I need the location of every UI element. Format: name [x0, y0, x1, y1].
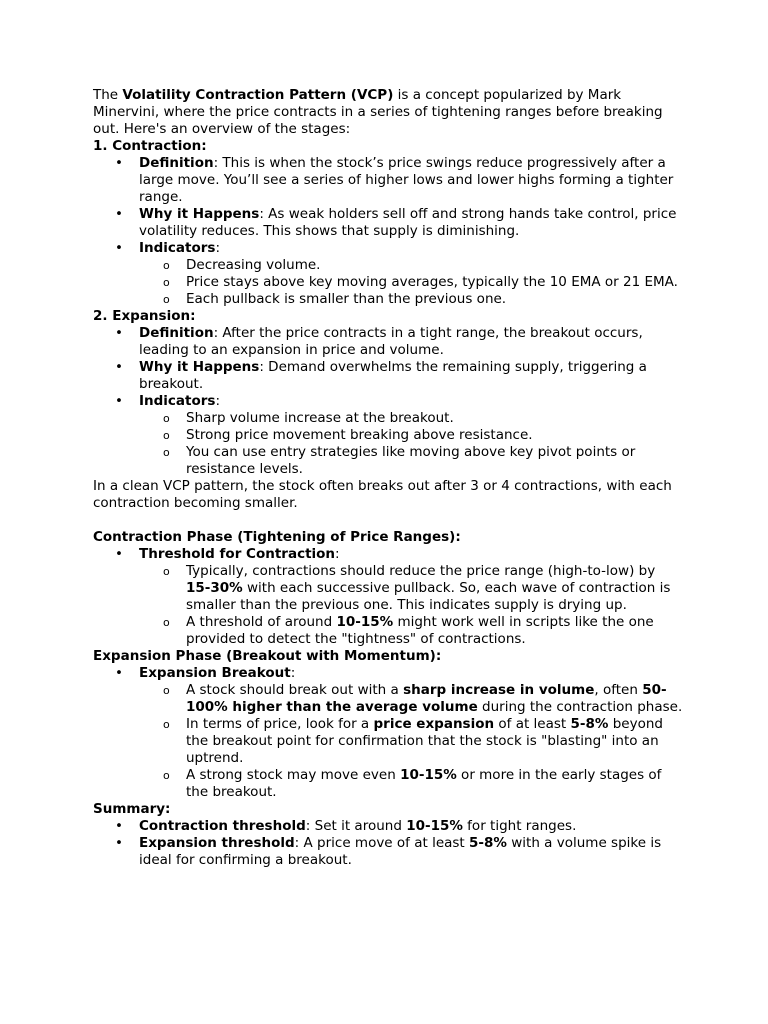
summary-list	[93, 818, 683, 869]
item-text: might work well in scripts like the one provided to detect the "tightness" of contractions.	[186, 614, 654, 647]
contraction-definition-text: : This is when the stock’s price swings reduce progressively after a large move. You’ll see a series of higher lows and lower highs forming a tighter range.	[139, 155, 674, 205]
contraction-why-item	[93, 206, 683, 240]
expansion-list	[93, 325, 683, 478]
breakout-sublist	[93, 682, 683, 801]
item-bold: 10-15%	[400, 767, 457, 783]
intro-text-1: The	[93, 87, 123, 103]
intro-bold-term: Volatility Contraction Pattern (VCP)	[122, 87, 394, 103]
contraction-indicators-colon: :	[215, 240, 221, 256]
contraction-indicators-list	[93, 257, 683, 308]
list-item: o Decreasing volume.	[93, 257, 683, 274]
expansion-definition-label: Definition	[139, 325, 214, 341]
contraction-definition-item	[93, 155, 683, 206]
item-text: with each successive pullback. So, each wave of contraction is smaller than the previous one. This indicates supply is drying up.	[186, 580, 671, 613]
item-text: with a volume spike is ideal for confirming a breakout.	[139, 835, 662, 868]
item-bold: sharp increase in volume	[403, 682, 595, 698]
contraction-phase-list	[93, 546, 683, 648]
item-text: or more in the early stages of the breakout.	[186, 767, 662, 800]
item-bold: 5-8%	[570, 716, 609, 732]
expansion-phase-heading	[93, 648, 683, 665]
threshold-colon: :	[335, 546, 340, 562]
summary-expansion-item	[93, 835, 683, 869]
summary-heading	[93, 801, 683, 818]
contraction-phase-heading-text: Contraction Phase (Tightening of Price Ranges):	[93, 529, 461, 545]
threshold-sublist	[93, 563, 683, 648]
breakout-label: Expansion Breakout	[139, 665, 291, 681]
contraction-list	[93, 155, 683, 308]
list-item: o You can use entry strategies like moving above key pivot points or resistance levels.	[93, 444, 683, 478]
expansion-indicators-label: Indicators	[139, 393, 216, 409]
item-text: during the contraction phase.	[477, 699, 683, 715]
item-bold: 5-8%	[469, 835, 507, 851]
list-item: o Price stays above key moving averages, typically the 10 EMA or 21 EMA.	[93, 274, 683, 291]
list-item: o Sharp volume increase at the breakout.	[93, 410, 683, 427]
summary-label: Contraction threshold	[139, 818, 306, 834]
summary-heading-text: Summary:	[93, 801, 171, 817]
list-item	[93, 563, 683, 614]
item-text: A threshold of around	[186, 614, 337, 630]
item-text: beyond the breakout point for confirmation that the stock is "blasting" into an uptrend.	[186, 716, 663, 766]
item-text: for tight ranges.	[462, 818, 577, 834]
item-bold: 15-30%	[186, 580, 243, 596]
contraction-heading-text: 1. Contraction:	[93, 138, 207, 154]
item-text: Typically, contractions should reduce the price range (high-to-low) by	[186, 563, 656, 579]
intro-text-2: is a concept popularized by Mark Minervini, where the price contracts in a series of tightening ranges before breaking out. Here's an overview of the stages:	[93, 87, 663, 137]
list-item	[93, 716, 683, 767]
contraction-why-text: : As weak holders sell off and strong hands take control, price volatility reduces. This shows that supply is diminishing.	[139, 206, 677, 239]
expansion-definition-text: : After the price contracts in a tight range, the breakout occurs, leading to an expansion in price and volume.	[139, 325, 643, 358]
list-item	[93, 767, 683, 801]
list-item: o Strong price movement breaking above resistance.	[93, 427, 683, 444]
contraction-indicators-label: Indicators	[139, 240, 216, 256]
item-text: In terms of price, look for a	[186, 716, 374, 732]
list-item: o Each pullback is smaller than the previous one.	[93, 291, 683, 308]
contraction-heading	[93, 138, 683, 155]
item-bold: 10-15%	[406, 818, 463, 834]
contraction-why-label: Why it Happens	[139, 206, 260, 222]
paragraph-spacer	[93, 512, 683, 529]
expansion-phase-heading-text: Expansion Phase (Breakout with Momentum):	[93, 648, 442, 664]
breakout-colon: :	[290, 665, 296, 681]
item-bold: 50-100% higher than the average volume	[186, 682, 667, 715]
item-text: A strong stock may move even	[186, 767, 401, 783]
expansion-indicators-list	[93, 410, 683, 478]
breakout-item	[93, 665, 683, 801]
item-text: A stock should break out with a	[186, 682, 404, 698]
expansion-phase-list	[93, 665, 683, 801]
contraction-phase-heading	[93, 529, 683, 546]
list-item	[93, 614, 683, 648]
threshold-label: Threshold for Contraction	[139, 546, 336, 562]
expansion-why-label: Why it Happens	[139, 359, 260, 375]
item-text: , often	[594, 682, 643, 698]
expansion-definition-item	[93, 325, 683, 359]
expansion-why-item	[93, 359, 683, 393]
summary-contraction-item	[93, 818, 683, 835]
item-text: : A price move of at least	[294, 835, 470, 851]
clean-vcp-paragraph: In a clean VCP pattern, the stock often breaks out after 3 or 4 contractions, with each contraction becoming smaller.	[93, 478, 672, 511]
contraction-definition-label: Definition	[139, 155, 214, 171]
expansion-indicators-colon: :	[215, 393, 221, 409]
summary-label: Expansion threshold	[139, 835, 295, 851]
expansion-indicators-item	[93, 393, 683, 478]
item-bold: 10-15%	[336, 614, 394, 630]
list-item	[93, 682, 683, 716]
expansion-heading	[93, 308, 683, 325]
expansion-why-text: : Demand overwhelms the remaining supply, triggering a breakout.	[139, 359, 647, 392]
expansion-heading-text: 2. Expansion:	[93, 308, 196, 324]
item-text: : Set it around	[305, 818, 407, 834]
item-text: of at least	[494, 716, 571, 732]
intro-paragraph	[93, 87, 683, 138]
threshold-item	[93, 546, 683, 648]
item-bold: price expansion	[373, 716, 495, 732]
contraction-indicators-item	[93, 240, 683, 308]
document-body	[93, 87, 683, 869]
